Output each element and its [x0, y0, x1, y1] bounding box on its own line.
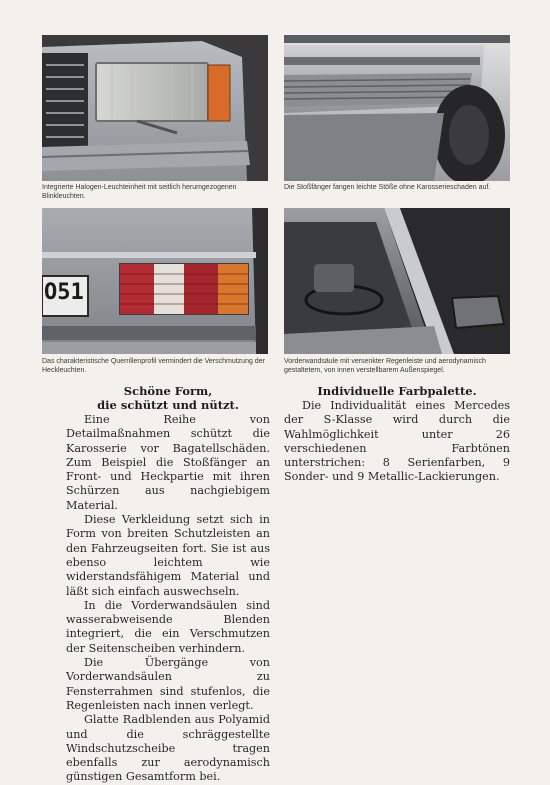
right-section-title: Individuelle Farbpalette.: [317, 384, 477, 398]
caption-bumper: Die Stoßfänger fangen leichte Stöße ohne Karosserieschaden auf.: [284, 184, 491, 191]
caption-mirror: Vorderwandsäule mit versenkter Regenleiste und aerodynamisch gestaltetem, von innen verstellbarem Außenspiegel.: [284, 358, 486, 374]
right-text-column: [284, 384, 510, 485]
photo-taillight: [42, 208, 268, 354]
caption-headlight: Integrierte Halogen-Leuchteinheit mit seitlich herumgezogenen Blinkleuchten.: [42, 184, 237, 200]
left-section-title: [66, 384, 270, 412]
photo-mirror: [284, 208, 510, 354]
left-paragraph-3: In die Vorderwandsäulen sind wasserabweisende Blenden integriert, die ein Verschmutzen der Seitenscheiben verhindern.: [66, 598, 270, 655]
left-text-column: [66, 384, 270, 785]
left-paragraph-5: Glatte Radblenden aus Polyamid und die schräggestellte Windschutzscheibe tragen ebenfalls zur aerodynamisch günstigen Gesamtform bei.: [66, 713, 270, 784]
bumper-illustration: [284, 35, 510, 181]
mirror-illustration: [284, 208, 510, 354]
photo-headlight: [42, 35, 268, 181]
left-paragraph-1: Eine Reihe von Detailmaßnahmen schützt die Karosserie vor Bagatellschäden. Zum Beispiel die Stoßfänger an Front- und Heckpartie mit ihren Schürzen aus nachgiebigem Material.: [66, 413, 270, 512]
left-title-line1: Schöne Form,: [123, 384, 213, 398]
left-paragraph-4: Die Übergänge von Vorderwandsäulen zu Fensterrahmen sind stufenlos, die Regenleisten nach innen verlegt.: [66, 656, 270, 712]
right-paragraph-1: Die Individualität eines Mercedes der S-Klasse wird durch die Wahlmöglichkeit unter 26 verschiedenen Farbtönen unterstrichen: 8 Serienfarben, 9 Sonder- und 9 Metallic-Lackierungen.: [284, 399, 510, 484]
license-plate-text: O51: [44, 280, 84, 305]
photo-bumper: [284, 35, 510, 181]
left-title-line2: die schützt und nützt.: [97, 398, 239, 412]
caption-taillight: Das charakteristische Querrillenprofil vermindert die Verschmutzung der Heckleuchten.: [42, 358, 265, 374]
left-paragraph-2: Diese Verkleidung setzt sich in Form von breiten Schutzleisten an den Fahrzeugseiten fort. Sie ist aus ebenso leichtem wie widerstandsfähigem Material und läßt sich einfach auswechseln.: [66, 513, 270, 598]
headlight-illustration: [42, 35, 268, 181]
